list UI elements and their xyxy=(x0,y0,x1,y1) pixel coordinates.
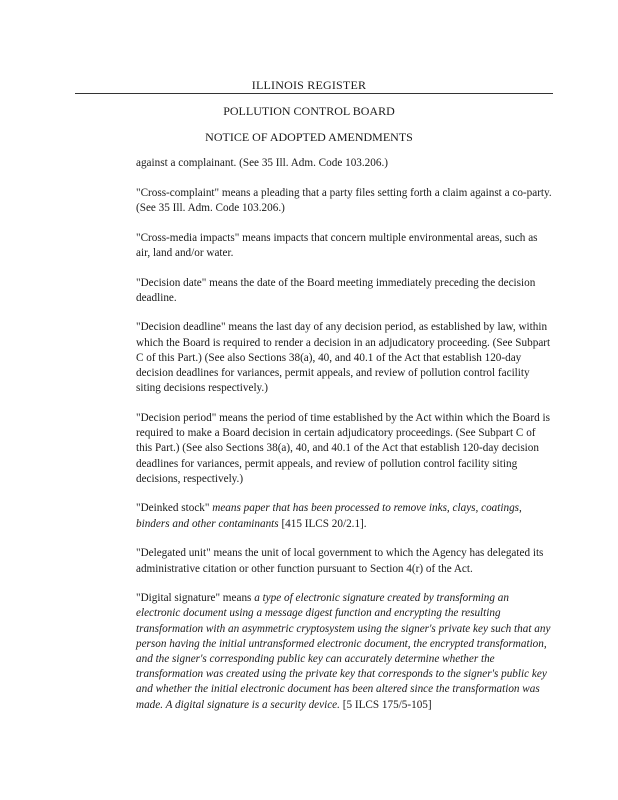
definition-digital-signature xyxy=(136,591,552,713)
term-digital-signature: "Digital signature" means xyxy=(136,592,255,605)
register-title: ILLINOIS REGISTER xyxy=(251,78,367,92)
definition-cross-complaint: "Cross-complaint" means a pleading that a party files setting forth a claim against a co-party. (See 35 Ill. Adm. Code 103.206.) xyxy=(136,186,552,214)
term-deinked-stock: "Deinked stock" xyxy=(136,502,213,515)
header-divider xyxy=(75,93,553,94)
definition-cross-media-impacts: "Cross-media impacts" means impacts that concern multiple environmental areas, such as air, land and/or water. xyxy=(136,231,538,259)
definition-decision-deadline: "Decision deadline" means the last day of any decision period, as established by law, within which the Board is required to render a decision in an adjudicatory proceeding. (See Subpart C of this Part.) (See also Sections 38(a), 40, and 40.1 of the Act that establish 120-day decision deadlines for variances, permit appeals, and review of pollution control facility siting decisions respectively.) xyxy=(136,321,551,395)
citation: [415 ILCS 20/2.1]. xyxy=(278,517,367,530)
definition-decision-period: "Decision period" means the period of time established by the Act within which the Board is required to make a Board decision in certain adjudicatory proceedings. (See Subpart C of this Part.) (See also Sections 38(a), 40, and 40.1 of the Act that establish 120-day decision deadlines for variances, permit appeals, and review of pollution control facility siting decisions, respectively.) xyxy=(136,411,550,485)
citation: [5 ILCS 175/5-105] xyxy=(339,698,432,711)
definition-deinked-stock xyxy=(136,501,552,531)
definitions-body xyxy=(136,156,552,727)
definition-delegated-unit: "Delegated unit" means the unit of local government to which the Agency has delegated its administrative citation or other function pursuant to Section 4(r) of the Act. xyxy=(136,547,544,575)
definition-decision-date: "Decision date" means the date of the Board meeting immediately preceding the decision deadline. xyxy=(136,276,536,304)
agency-title: POLLUTION CONTROL BOARD xyxy=(223,104,395,118)
statutory-text: means paper that has been processed to remove inks, clays, coatings, binders and other contaminants xyxy=(136,502,522,530)
notice-title: NOTICE OF ADOPTED AMENDMENTS xyxy=(205,130,413,144)
paragraph-continuation: against a complainant. (See 35 Ill. Adm. Code 103.206.) xyxy=(136,157,388,169)
statutory-text: a type of electronic signature created by transforming an electronic document using a message digest function and encrypting the resulting transformation with an asymmetric cryptosystem using the signer's private key such that any person having the initial untransformed electronic document, the encrypted transformation, and the signer's corresponding public key can accurately determine whether the transformation was created using the private key that corresponds to the signer's public key and whether the initial electronic document has been altered since the transformation was made. A digital signature is a security device. xyxy=(136,592,551,711)
